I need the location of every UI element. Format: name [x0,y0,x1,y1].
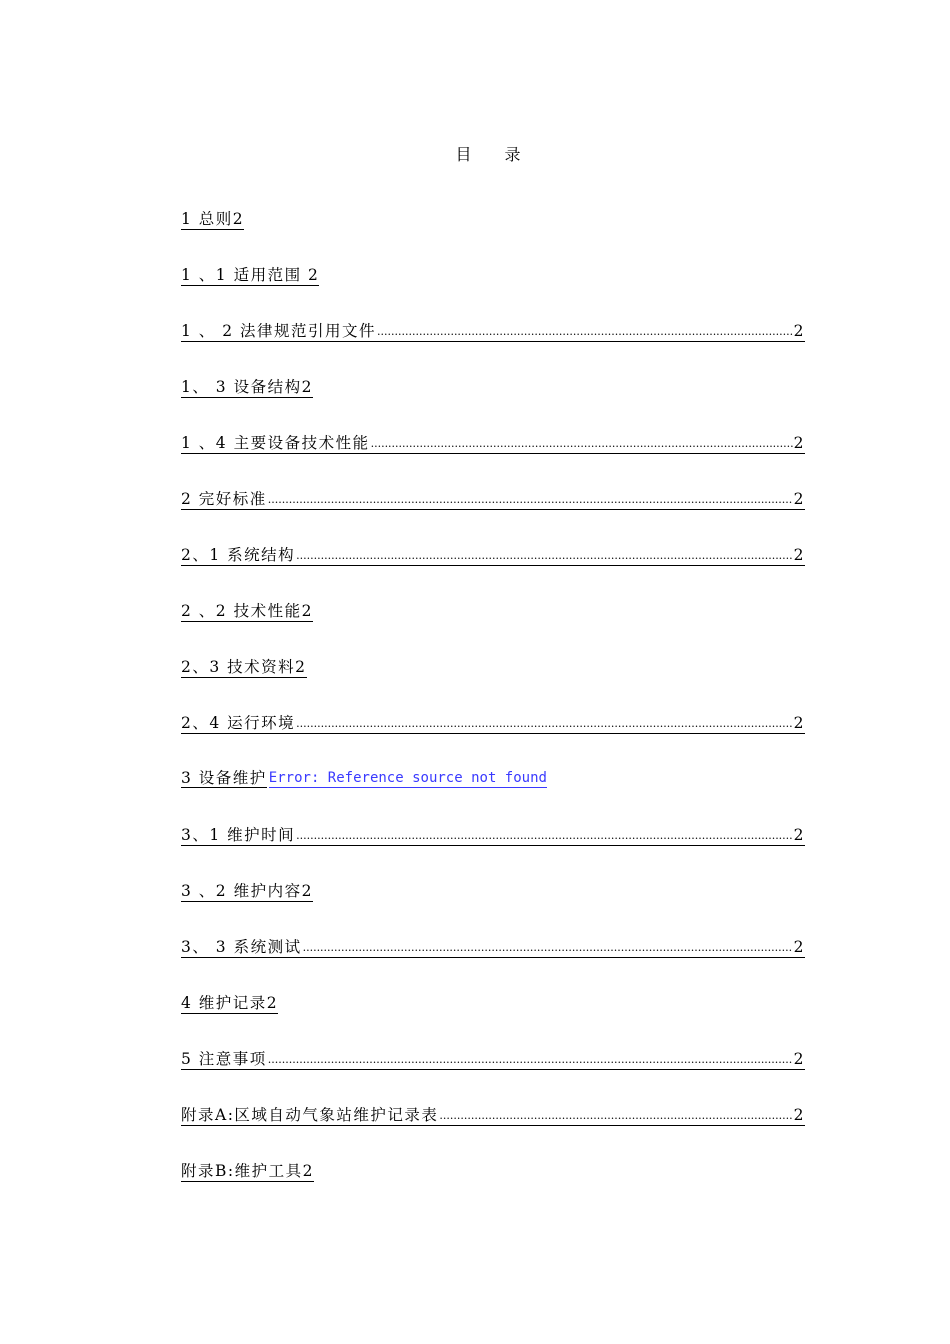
toc-entry-label: 附录B:维护工具2 [181,1162,314,1180]
toc-entry-1[interactable] [181,204,244,230]
toc-page-number: 2 [793,546,805,564]
toc-entry-label: 2 、2 技术性能2 [181,602,313,620]
toc-entry-appendix-b[interactable] [181,1156,314,1182]
toc-page-number: 2 [793,434,805,452]
toc-entry-2-4[interactable] [181,708,805,734]
toc-page-number: 2 [793,322,805,340]
toc-entry-1-3[interactable] [181,372,313,398]
toc-entry-label: 3 设备维护 [181,769,267,787]
toc-entry-label: 2、4 运行环境 [181,714,296,732]
toc-entry-label: 4 维护记录2 [181,994,279,1012]
toc-entry-5[interactable] [181,1044,805,1070]
toc-dot-leader [303,942,793,954]
toc-dot-leader [439,1110,792,1122]
toc-entry-3-1[interactable] [181,820,805,846]
toc-entry-label: 1 、4 主要设备技术性能 [181,434,370,452]
reference-error-link[interactable]: Error: Reference source not found [268,770,547,786]
toc-dot-leader [268,1054,793,1066]
toc-entry-2[interactable] [181,484,805,510]
toc-dot-leader [296,718,792,730]
toc-page-number: 2 [793,1050,805,1068]
toc-entry-label: 1、 3 设备结构2 [181,378,313,396]
toc-entry-label: 1 总则2 [181,210,245,228]
toc-entry-label: 2 完好标准 [181,490,267,508]
toc-entry-1-1[interactable] [181,260,319,286]
toc-entry-2-2[interactable] [181,596,313,622]
toc-page-number: 2 [793,1106,805,1124]
toc-entry-label: 1 、 2 法律规范引用文件 [181,322,377,340]
toc-entry-label: 3 、2 维护内容2 [181,882,313,900]
toc-entry-1-4[interactable] [181,428,805,454]
toc-entry-1-2[interactable] [181,316,805,342]
toc-page-number: 2 [793,490,805,508]
toc-dot-leader [296,550,792,562]
toc-dot-leader [371,438,793,450]
toc-entry-label: 2、3 技术资料2 [181,658,307,676]
toc-entry-label: 5 注意事项 [181,1050,267,1068]
toc-dot-leader [268,494,793,506]
toc-page-number: 2 [793,938,805,956]
toc-entry-3-2[interactable] [181,876,313,902]
toc-entry-3-3[interactable] [181,932,805,958]
toc-entry-label: 附录A:区域自动气象站维护记录表 [181,1106,439,1124]
toc-page-number: 2 [793,826,805,844]
toc-title: 目 录 [455,145,535,164]
toc-dot-leader [377,326,793,338]
toc-entry-label: 3、1 维护时间 [181,826,296,844]
toc-entry-2-3[interactable] [181,652,307,678]
toc-entry-appendix-a[interactable] [181,1100,805,1126]
toc-entry-label: 1 、1 适用范围 2 [181,266,320,284]
toc-entry-label: 3、 3 系统测试 [181,938,302,956]
toc-entry-4[interactable] [181,988,278,1014]
toc-entry-2-1[interactable] [181,540,805,566]
toc-page-number: 2 [793,714,805,732]
toc-dot-leader [296,830,792,842]
toc-entry-3[interactable] [181,764,547,789]
toc-entry-label: 2、1 系统结构 [181,546,296,564]
